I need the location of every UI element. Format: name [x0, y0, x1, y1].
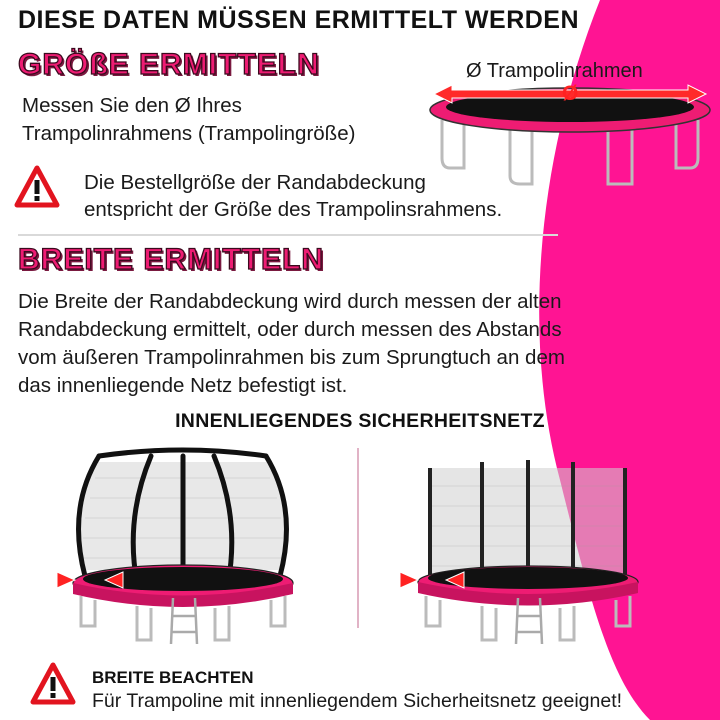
warning-triangle-icon: [14, 165, 60, 209]
width-line-2: Randabdeckung ermittelt, oder durch messen des Abstands: [18, 318, 562, 341]
width-line-4: das innenliegende Netz befestigt ist.: [18, 374, 348, 397]
net-subheading: INNENLIEGENDES SICHERHEITSNETZ: [175, 410, 545, 432]
size-heading: GRÖßE ERMITTELN: [18, 48, 320, 81]
width-heading: BREITE ERMITTELN: [18, 243, 324, 276]
footer-heading: BREITE BEACHTEN: [92, 668, 254, 687]
size-instruction-line-1: Messen Sie den Ø Ihres: [22, 94, 242, 117]
diameter-symbol: Ø: [562, 82, 579, 105]
trampoline-curved-net-illustration: [55, 448, 310, 648]
section-divider: [18, 234, 558, 236]
diagram-label: Ø Trampolinrahmen: [466, 60, 643, 82]
size-instruction-line-2: Trampolinrahmens (Trampolingröße): [22, 122, 356, 145]
width-description: [18, 288, 565, 400]
size-warning: [84, 169, 502, 223]
trampoline-straight-net-illustration: [400, 456, 655, 646]
page-title: DIESE DATEN MÜSSEN ERMITTELT WERDEN: [18, 6, 580, 34]
warning-triangle-icon: [30, 662, 76, 706]
footer-text: Für Trampoline mit innenliegendem Sicherheitsnetz geeignet!: [92, 690, 623, 712]
width-line-1: Die Breite der Randabdeckung wird durch messen der alten: [18, 290, 562, 313]
illustration-divider: [357, 448, 359, 628]
size-warning-line-1: Die Bestellgröße der Randabdeckung: [84, 171, 426, 194]
size-instruction: [22, 92, 355, 148]
width-line-3: vom äußeren Trampolinrahmen bis zum Sprungtuch an dem: [18, 346, 565, 369]
size-warning-line-2: entspricht der Größe des Trampolinsrahmens.: [84, 198, 503, 221]
